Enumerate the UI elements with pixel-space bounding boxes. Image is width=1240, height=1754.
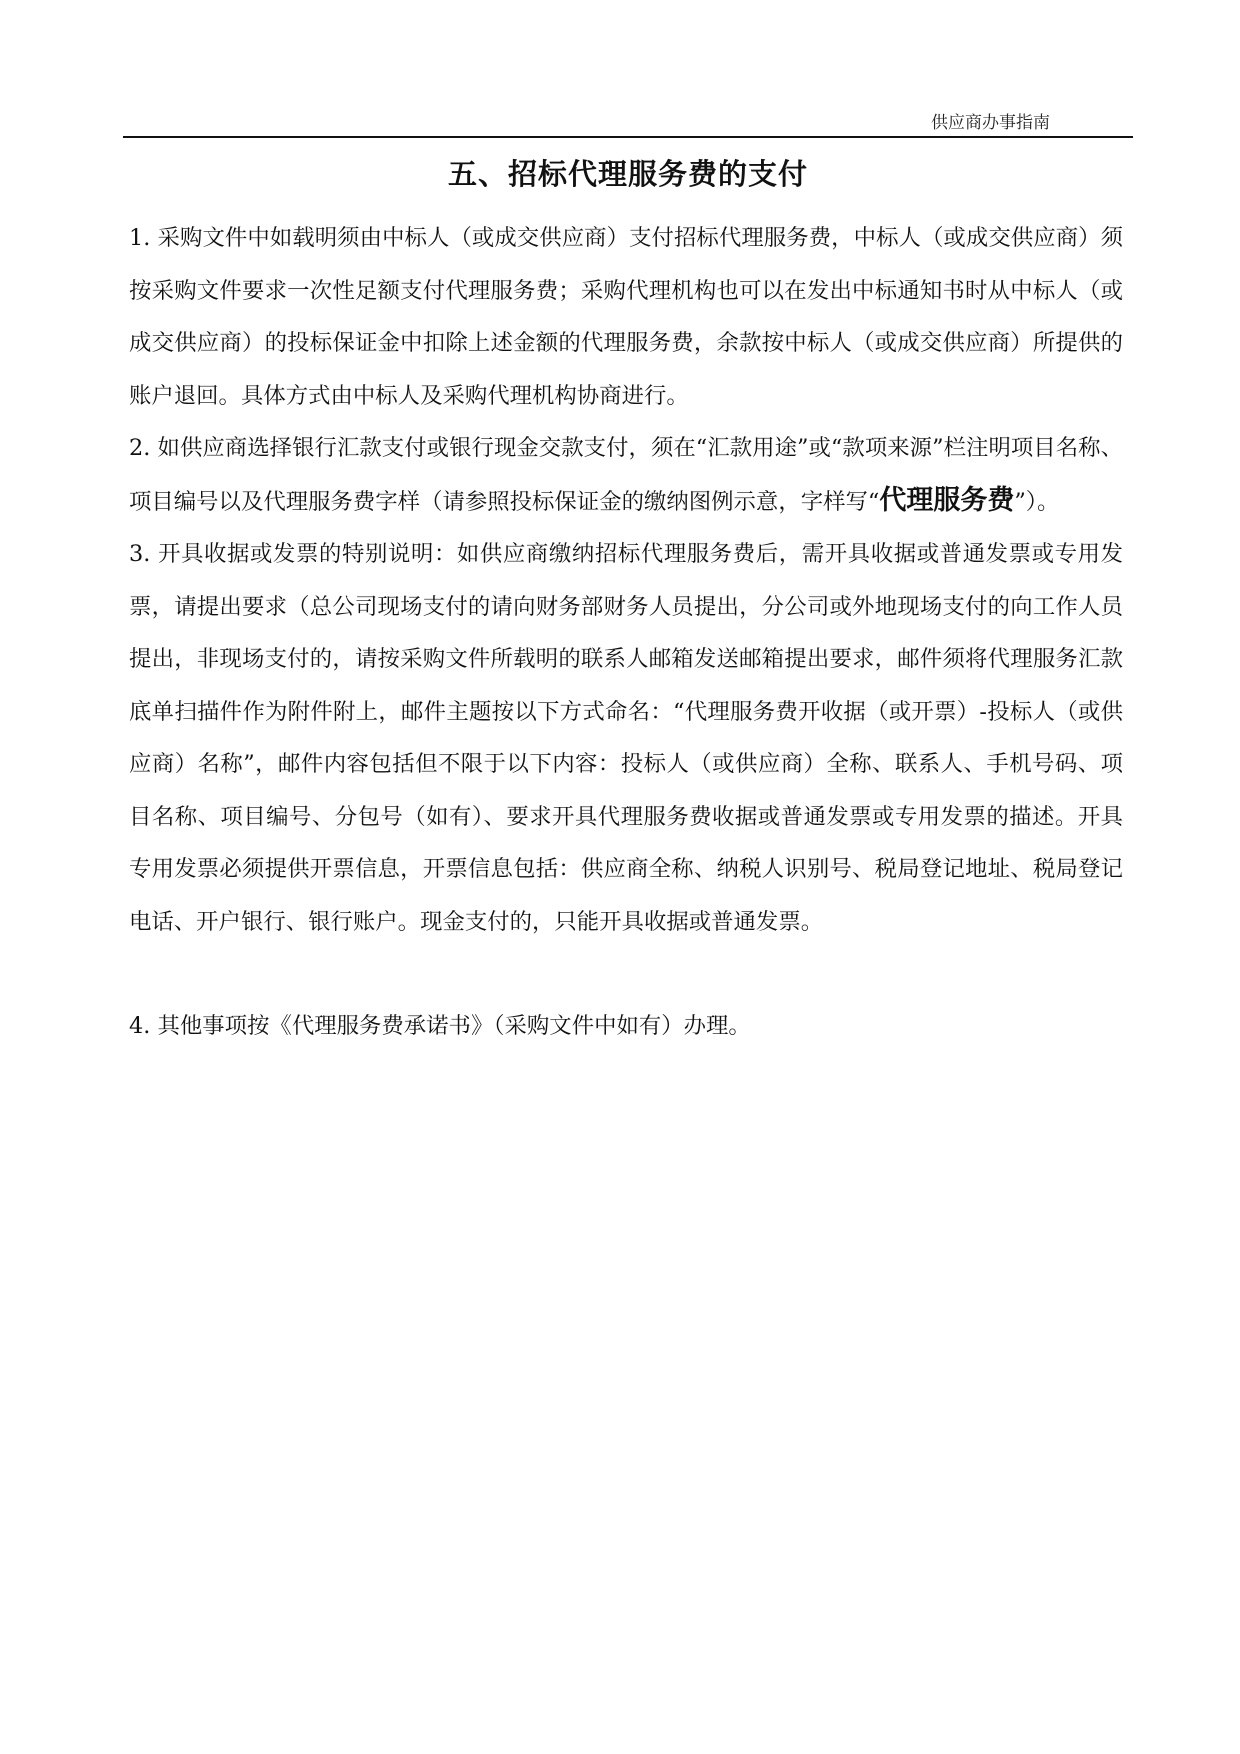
paragraph-1: 1. 采购文件中如载明须由中标人（或成交供应商）支付招标代理服务费，中标人（或成交供应商）须按采购文件要求一次性足额支付代理服务费；采购代理机构也可以在发出中标通知书时从中标人（或成交供应商）的投标保证金中扣除上述金额的代理服务费，余款按中标人（或成交供应商）所提供的账户退回。具体方式由中标人及采购代理机构协商进行。 bbox=[129, 225, 1123, 409]
paragraph-2 bbox=[129, 422, 1123, 528]
document-body bbox=[129, 212, 1123, 1053]
paragraph-2-text: 2. 如供应商选择银行汇款支付或银行现金交款支付，须在“汇款用途”或“款项来源”栏注明项目名称、项目编号以及代理服务费字样（请参照投标保证金的缴纳图例示意，字样写“ bbox=[129, 435, 1123, 515]
paragraph-2-emphasis: 代理服务费 bbox=[879, 484, 1015, 516]
paragraph-4: 4. 其他事项按《代理服务费承诺书》（采购文件中如有）办理。 bbox=[129, 1013, 751, 1039]
paragraph-2-tail: ”）。 bbox=[1014, 488, 1060, 515]
section-title: 五、招标代理服务费的支付 bbox=[447, 157, 808, 191]
running-header: 供应商办事指南 bbox=[931, 113, 1050, 133]
header-rule bbox=[123, 136, 1133, 138]
paragraph-3: 3. 开具收据或发票的特别说明：如供应商缴纳招标代理服务费后，需开具收据或普通发票或专用发票，请提出要求（总公司现场支付的请向财务部财务人员提出，分公司或外地现场支付的向工作人员提出，非现场支付的，请按采购文件所载明的联系人邮箱发送邮箱提出要求，邮件须将代理服务汇款底单扫描件作为附件附上，邮件主题按以下方式命名：“代理服务费开收据（或开票）-投标人（或供应商）名称”，邮件内容包括但不限于以下内容：投标人（或供应商）全称、联系人、手机号码、项目名称、项目编号、分包号（如有）、要求开具代理服务费收据或普通发票或专用发票的描述。开具专用发票必须提供开票信息，开票信息包括：供应商全称、纳税人识别号、税局登记地址、税局登记电话、开户银行、银行账户。现金支付的，只能开具收据或普通发票。 bbox=[129, 541, 1123, 935]
